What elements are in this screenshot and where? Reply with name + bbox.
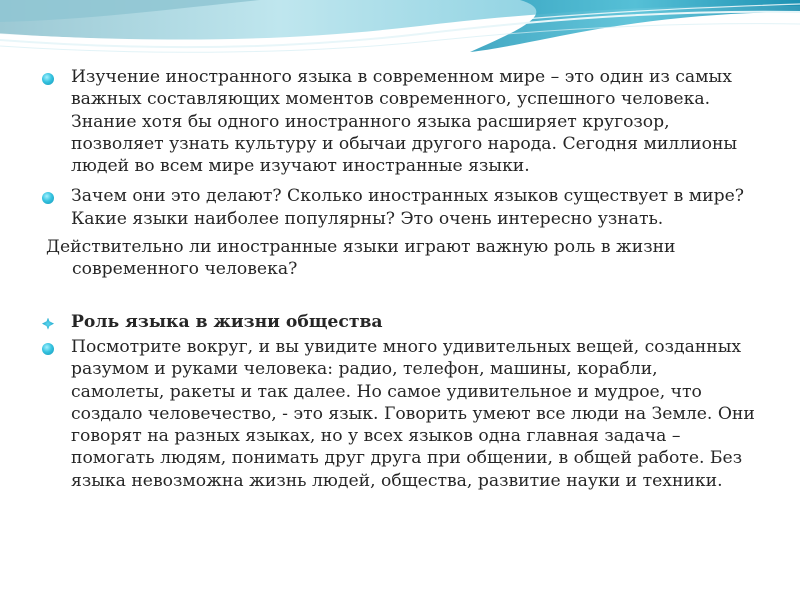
bullet-paragraph [40, 185, 755, 230]
question-line-1: Действительно ли иностранные языки играют важную роль в жизни [46, 237, 676, 258]
paragraph-text: Посмотрите вокруг, и вы увидите много удивительных вещей, созданных разумом и руками человека: радио, телефон, машины, корабли, самолеты, ракеты и так далее. Но самое удивительное и мудрое, что создало человечество, - это язык. Говорить умеют все люди на Земле. Они говорят на разных языках, но у всех языков одна главная задача – помогать людям, понимать друг друга при общении, в общей работе. Без языка невозможна жизнь людей, общества, развитие науки и техники. [71, 336, 755, 491]
paragraph-text: Зачем они это делают? Сколько иностранных языков существует в мире? Какие языки наиболее популярны? Это очень интересно узнать. [71, 186, 744, 229]
slide-content [40, 66, 755, 492]
bullet-paragraph [40, 336, 755, 492]
section-heading [40, 311, 755, 333]
bullet-icon [42, 73, 54, 85]
bullet-icon [42, 343, 54, 355]
question-line-2: современного человека? [72, 259, 298, 280]
paragraph-text: Изучение иностранного языка в современном мире – это один из самых важных составляющих моментов современного, успешного человека. Знание хотя бы одного иностранного языка расширяет кругозор, позволяет узнать культуру и обычаи другого народа. Сегодня миллионы людей во всем мире изучают иностранные языки. [71, 67, 738, 177]
heading-text: Роль языка в жизни общества [71, 311, 383, 332]
bullet-icon [42, 192, 54, 204]
question-paragraph [40, 236, 755, 281]
bullet-icon [42, 318, 54, 330]
decorative-waves [0, 0, 800, 75]
bullet-paragraph [40, 66, 755, 177]
